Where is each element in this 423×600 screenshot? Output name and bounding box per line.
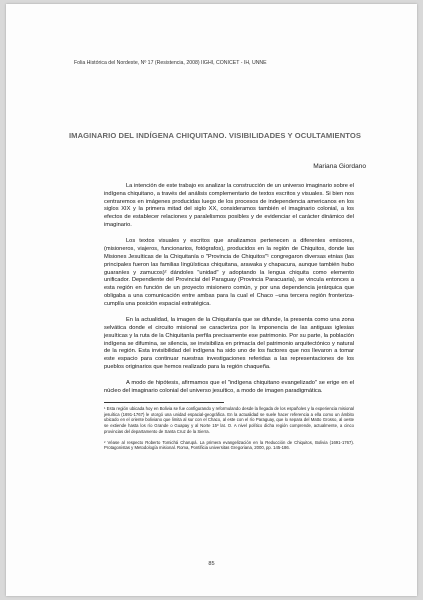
body-paragraph: Los textos visuales y escritos que analizamos pertenecen a diferentes emisores, (misioneros, viajeros, funcionarios, fotógrafos), producidos en la región de Chiquitos, donde las Misiones Jesuíticas de la Chiquitanía o "Provincia de Chiquitos"¹ congregaron diversas etnias (las principales fueron las familias lingüísticas chiquitana, arawaka y chapacura, aunque también hubo guaraníes y zamucos)² dándoles "unidad" y adoptando la lengua chiquita como elemento unificador. Dependiente del Provincial del Paraguay (Provincia Paracuaria), se vincula entonces a esta región en función de un proyecto misionero común, y por una dependencia jerárquica que obligaba a una comunicación entre ambas para la cual el Chaco –una tercera región fronteriza- cumplía una posición espacial estratégica. <box>104 238 354 307</box>
article-title: IMAGINARIO DEL INDÍGENA CHIQUITANO. VISIBILIDADES Y OCULTAMIENTOS <box>68 131 362 140</box>
footnote: ² Véase al respecto Roberto Tomichá Charupá. La primera evangelización en la Reducción de Chiquitos, Bolivia (1691-1767). Protagonistas y Metodología misional. Roma, Pontificia universitas Gregoriana, 2000, pp. 145-186. <box>104 439 354 451</box>
footnote-separator <box>104 402 224 403</box>
body-paragraph: A modo de hipótesis, afirmamos que el "indígena chiquitano evangelizado" se erige en el núcleo del imaginario colonial del universo jesuítico, a modo de imagen paradigmática. <box>104 380 354 395</box>
journal-header: Folia Histórica del Nordeste, Nº 17 (Resistencia, 2008) IIGHI, CONICET - IH, UNNE <box>74 60 267 66</box>
author-name: Mariana Giordano <box>313 163 366 170</box>
footnote: ¹ Esta región ubicada hoy en Bolivia se fue configurando y reformulando desde la llegada de los españoles y la experiencia misional jesuítica (1691-1767) le otorgó una unidad espacial-geográfica. En la actualidad se suele hacer referencia a ella como un ámbito ubicado en el oriente boliviano que limita al sur con el Chaco, al este con el río Paraguay, que lo separa del Matto Grosso, al oeste se extiende hasta los río Grande o Guapay y al Norte 15º lat. O. A nivel político dicha región comprende, actualmente, a cinco provincias del departamento de Santa Cruz de la Sierra. <box>104 406 354 434</box>
page-number: 85 <box>208 561 215 567</box>
body-paragraph: La intención de este trabajo es analizar la construcción de un universo imaginario sobre el indígena chiquitano, a través del análisis complementario de textos escritos y visuales. Si bien nos centraremos en imágenes producidas luego de los procesos de independencia americanos en los siglos XIX y la primera mitad del siglo XX, consideramos también el imaginario colonial, a los efectos de establecer relaciones y paralelismos posibles y de evidenciar el carácter dinámico del imaginario. <box>104 183 354 228</box>
footnotes <box>104 406 354 456</box>
article-body <box>104 183 354 396</box>
body-paragraph: En la actualidad, la imagen de la Chiquitanía que se difunde, la presenta como una zona selvática donde el circuito misional se caracteriza por la imponencia de las antiguas iglesias jesuíticas y la ruta de la Chiquitanía perfila precisamente ese patrimonio. Por su parte, la población indígena se difumina, se silencia, se invisibiliza en primacía del patrimonio arquitectónico y natural de la región. Esta invisibilidad del indígena ha sido uno de los factores que nos llevaron a tomar este espacio para continuar nuestras investigaciones referidas a las representaciones de los pueblos originarios que hemos realizado para la región chaqueña. <box>104 317 354 370</box>
